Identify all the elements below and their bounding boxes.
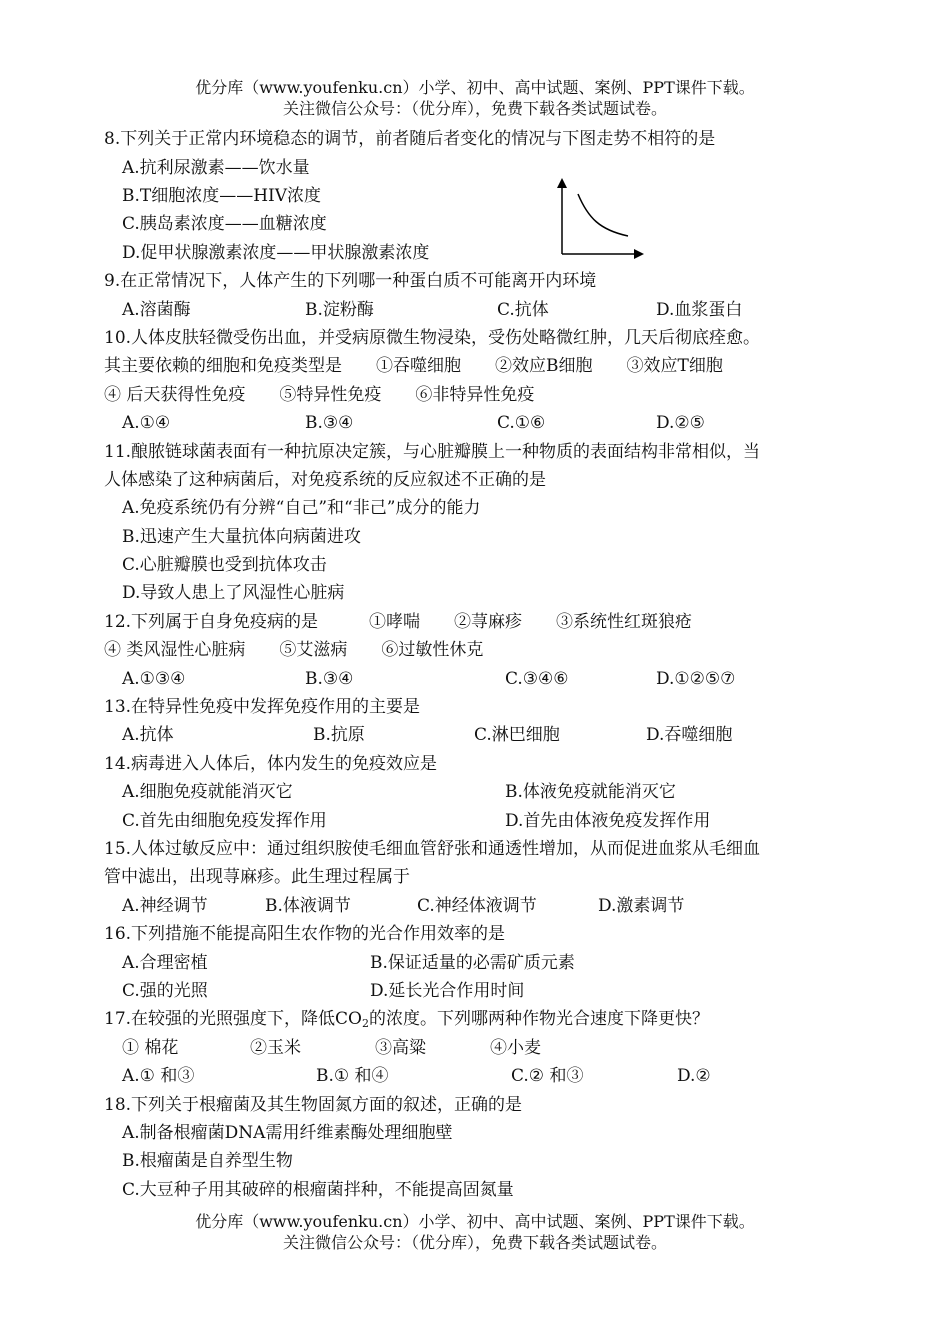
footer-line-2: 关注微信公众号：（优分库），免费下载各类试题试卷。 — [282, 1233, 667, 1252]
question-18-option-a: A.制备根瘤菌DNA需用纤维素酶处理细胞壁 — [122, 1123, 453, 1143]
question-15-option-b: B.体液调节 — [265, 896, 351, 916]
question-17-item-4: ④小麦 — [490, 1038, 541, 1058]
question-14-stem: 14.病毒进入人体后，体内发生的免疫效应是 — [104, 754, 438, 774]
question-8-option-c: C.胰岛素浓度——血糖浓度 — [122, 214, 327, 234]
question-17-option-d: D.② — [677, 1066, 711, 1086]
header-line-2: 关注微信公众号：（优分库），免费下载各类试题试卷。 — [282, 99, 667, 118]
question-9-option-d: D.血浆蛋白 — [656, 300, 743, 320]
question-12-option-c: C.③④⑥ — [505, 669, 569, 689]
question-8-option-a: A.抗利尿激素——饮水量 — [122, 158, 310, 178]
question-9-option-a: A.溶菌酶 — [122, 300, 191, 320]
question-12-stem-1: 12.下列属于自身免疫病的是 ①哮喘 ②荨麻疹 ③系统性红斑狼疮 — [104, 612, 693, 632]
question-18-stem: 18.下列关于根瘤菌及其生物固氮方面的叙述，正确的是 — [104, 1095, 523, 1115]
question-12-stem-2: ④ 类风湿性心脏病 ⑤艾滋病 ⑥过敏性休克 — [104, 640, 484, 660]
question-8-stem: 8.下列关于正常内环境稳态的调节，前者随后者变化的情况与下图走势不相符的是 — [104, 129, 716, 149]
graph-x-arrow — [634, 249, 644, 259]
question-8-option-d: D.促甲状腺激素浓度——甲状腺激素浓度 — [122, 243, 430, 263]
question-11-stem-1: 11.酿脓链球菌表面有一种抗原决定簇，与心脏瓣膜上一种物质的表面结构非常相似，当 — [104, 442, 761, 462]
question-11-option-c: C.心脏瓣膜也受到抗体攻击 — [122, 555, 327, 575]
question-13-stem: 13.在特异性免疫中发挥免疫作用的主要是 — [104, 697, 421, 717]
question-9-option-b: B.淀粉酶 — [305, 300, 374, 320]
question-16-option-b: B.保证适量的必需矿质元素 — [370, 953, 575, 973]
question-17-stem-sub: 2 — [361, 1017, 369, 1030]
question-16-option-a: A.合理密植 — [122, 953, 208, 973]
question-9-stem: 9.在正常情况下，人体产生的下列哪一种蛋白质不可能离开内环境 — [104, 271, 597, 291]
question-17-option-c: C.② 和③ — [511, 1066, 584, 1086]
question-16-stem: 16.下列措施不能提高阳生农作物的光合作用效率的是 — [104, 924, 506, 944]
question-10-option-b: B.③④ — [305, 413, 354, 433]
question-16-option-c: C.强的光照 — [122, 981, 208, 1001]
question-10-stem-3: ④ 后天获得性免疫 ⑤特异性免疫 ⑥非特异性免疫 — [104, 385, 535, 405]
question-17-stem — [104, 1008, 709, 1035]
question-13-option-c: C.淋巴细胞 — [474, 725, 560, 745]
question-10-option-c: C.①⑥ — [497, 413, 546, 433]
question-10-option-a: A.①④ — [122, 413, 171, 433]
question-17-stem-post: 的浓度。下列哪两种作物光合速度下降更快？ — [368, 1009, 709, 1029]
question-10-stem-1: 10.人体皮肤轻微受伤出血，并受病原微生物浸染，受伤处略微红肿，几天后彻底痊愈。 — [104, 328, 761, 348]
question-12-option-d: D.①②⑤⑦ — [656, 669, 736, 689]
question-13-option-b: B.抗原 — [313, 725, 365, 745]
question-9-option-c: C.抗体 — [497, 300, 549, 320]
question-11-option-b: B.迅速产生大量抗体向病菌进攻 — [122, 527, 361, 547]
question-16-option-d: D.延长光合作用时间 — [370, 981, 525, 1001]
graph-decreasing-curve — [578, 194, 628, 236]
question-18-option-b: B.根瘤菌是自养型生物 — [122, 1151, 293, 1171]
question-13-option-d: D.吞噬细胞 — [646, 725, 733, 745]
question-14-option-a: A.细胞免疫就能消灭它 — [122, 782, 293, 802]
question-15-option-d: D.激素调节 — [598, 896, 685, 916]
question-14-option-b: B.体液免疫就能消灭它 — [505, 782, 676, 802]
question-15-stem-2: 管中滤出，出现荨麻疹。此生理过程属于 — [104, 867, 410, 887]
question-14-option-c: C.首先由细胞免疫发挥作用 — [122, 811, 327, 831]
question-13-option-a: A.抗体 — [122, 725, 174, 745]
question-10-stem-2: 其主要依赖的细胞和免疫类型是 ①吞噬细胞 ②效应B细胞 ③效应T细胞 — [104, 356, 723, 376]
question-10-option-d: D.②⑤ — [656, 413, 705, 433]
question-17-item-1: ① 棉花 — [122, 1038, 179, 1058]
question-17-item-2: ②玉米 — [250, 1038, 301, 1058]
question-17-stem-pre: 17.在较强的光照强度下，降低CO — [104, 1009, 362, 1029]
header-line-1: 优分库（www.youfenku.cn）小学、初中、高中试题、案例、PPT课件下载。 — [195, 78, 755, 97]
question-14-option-d: D.首先由体液免疫发挥作用 — [505, 811, 711, 831]
footer-line-1: 优分库（www.youfenku.cn）小学、初中、高中试题、案例、PPT课件下载。 — [195, 1212, 755, 1231]
question-15-stem-1: 15.人体过敏反应中：通过组织胺使毛细血管舒张和通透性增加，从而促进血浆从毛细血 — [104, 839, 761, 859]
question-15-option-a: A.神经调节 — [122, 896, 208, 916]
question-11-stem-2: 人体感染了这种病菌后，对免疫系统的反应叙述不正确的是 — [104, 470, 546, 490]
trend-graph — [548, 178, 648, 260]
question-17-item-3: ③高粱 — [375, 1038, 426, 1058]
question-17-option-b: B.① 和④ — [316, 1066, 389, 1086]
question-12-option-a: A.①③④ — [122, 669, 186, 689]
question-18-option-c: C.大豆种子用其破碎的根瘤菌拌种，不能提高固氮量 — [122, 1180, 514, 1200]
question-11-option-a: A.免疫系统仍有分辨“自己”和“非己”成分的能力 — [122, 498, 481, 518]
question-8-option-b: B.T细胞浓度——HIV浓度 — [122, 186, 322, 206]
graph-y-arrow — [557, 178, 567, 188]
question-11-option-d: D.导致人患上了风湿性心脏病 — [122, 583, 345, 603]
question-17-option-a: A.① 和③ — [122, 1066, 195, 1086]
question-12-option-b: B.③④ — [305, 669, 354, 689]
question-15-option-c: C.神经体液调节 — [417, 896, 537, 916]
